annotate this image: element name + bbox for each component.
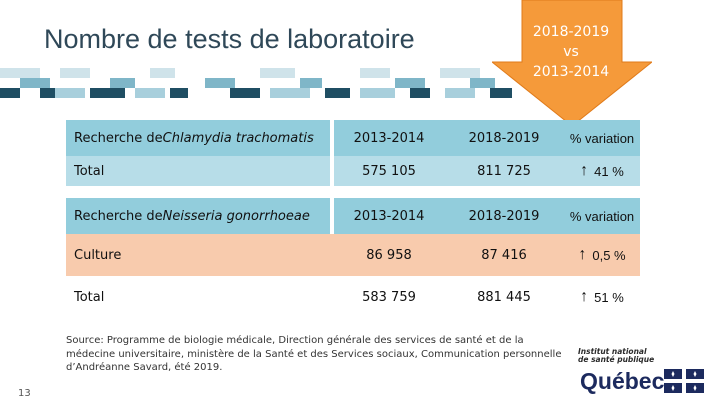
table2-header-variation: % variation [569,208,635,224]
table2-row-label: Total [74,289,105,305]
up-arrow-icon: ↑ [578,246,587,263]
table1-row-label: Total [74,163,105,179]
quebec-wordmark: Québec [580,368,665,394]
table1-row-value-2013: 575 105 [362,163,416,179]
table2-row-value-2018: 87 416 [481,247,527,263]
up-arrow-icon: ↑ [580,288,589,305]
slide-title: Nombre de tests de laboratoire [44,24,415,54]
table1-row-variation: ↑ 41 % [580,162,624,179]
table1-row-value-2018: 811 725 [477,163,531,179]
table2-row-label: Culture [74,247,122,263]
table1-header [66,120,640,156]
page-number: 13 [18,388,31,399]
table2-row-value-2018: 881 445 [477,289,531,305]
table2-header-year-2013: 2013-2014 [353,208,425,224]
table2-header-year-2018: 2018-2019 [468,208,540,224]
table2-row-value-2013: 86 958 [366,247,412,263]
table-row [66,156,640,186]
table2-row-value-2013: 583 759 [362,289,416,305]
decorative-stripe [0,66,520,100]
source-note: Source: Programme de biologie médicale, Direction générale des services de santé et de la médecine universitaire, ministère de la Santé et des Services sociaux, Communication personnelle d’Andréanne Savard, été 2019. [66,335,562,373]
table2-row-variation: ↑ 51 % [580,288,624,305]
quebec-flag-icon [664,369,704,393]
table1-header-year-2018: 2018-2019 [468,130,540,146]
up-arrow-icon: ↑ [580,162,589,179]
callout-label [520,22,622,82]
institute-name: Institut national de santé publique [578,347,655,364]
table1-header-year-2013: 2013-2014 [353,130,425,146]
table2-header [66,198,640,234]
table1-header-label: Recherche de Chlamydia trachomatis [74,130,314,146]
table-row [66,276,640,318]
table2-header-label: Recherche de Neisseria gonorrhoeae [74,208,310,224]
table1-header-variation: % variation [569,130,635,146]
callout-line-2: vs [563,44,579,60]
inspq-logo [578,348,708,394]
table-row [66,234,640,276]
callout-line-1: 2018-2019 [532,24,610,40]
callout-line-3: 2013-2014 [532,64,610,80]
table2-row-variation: ↑ 0,5 % [578,246,626,263]
